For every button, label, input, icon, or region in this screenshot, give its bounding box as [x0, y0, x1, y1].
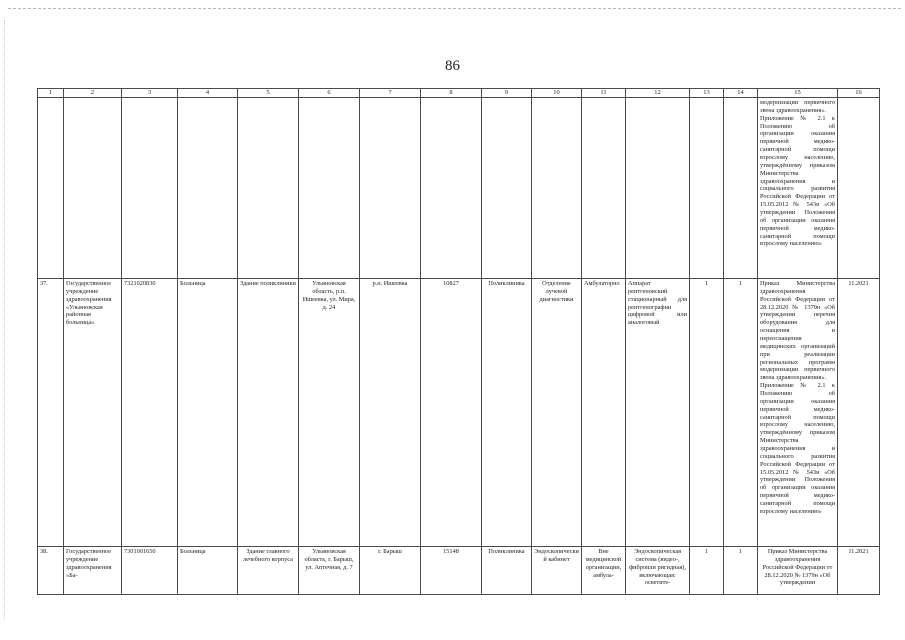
equipment-table	[37, 88, 880, 595]
legal-basis: Приказ Министерства здравоохранения Российской Федерации от 28.12.2020 № 1379н «Об утверждении перечня оборудования для оснащения и переоснащения медицинских организаций при реализации региональных программ модернизации первичного звена здравоохранения». Приложение № 2.1 к Положению об организации оказания первичной медико-санитарной помощи взрослому населению, утверждённому приказом Министерства здравоохранения и социального развития Российской Федерации от 15.05.2012 № 543н «Об утверждении Положения об организации оказания первичной медико-санитарной помощи взрослому населению»	[758, 279, 838, 547]
organization-name: Государственное учреждение здравоохранения «Ульяновская районная больница»	[64, 279, 122, 547]
locality: г. Барыш	[360, 547, 421, 595]
equipment-name: Аппарат рентгеновский стационарный для рентгенографии цифровой или аналоговый	[626, 279, 690, 547]
continuation-row	[38, 98, 880, 279]
top-scan-rule	[8, 8, 901, 9]
population: 10827	[421, 279, 482, 547]
table-row	[38, 279, 880, 547]
facility-type: Поликлиника	[482, 279, 532, 547]
care-conditions: Вне медицинской организации, амбула-	[582, 547, 626, 595]
column-number: 16	[838, 89, 880, 98]
column-number: 12	[626, 89, 690, 98]
address: Ульяновская область, р.п. Ишеевка, ул. Мира, д. 24	[299, 279, 360, 547]
column-number: 8	[421, 89, 482, 98]
row-number: 37.	[38, 279, 64, 547]
organization-code: 7321020830	[122, 279, 178, 547]
equipment-name: Эндоскопическая система (видео-, фиброили ригидная), включающая: осветите-	[626, 547, 690, 595]
column-number: 1	[38, 89, 64, 98]
address: Ульяновская область, г. Барыш, ул. Аптечная, д. 7	[299, 547, 360, 595]
organization-code: 7301001650	[122, 547, 178, 595]
column-number: 11	[582, 89, 626, 98]
organization-type: Больница	[178, 279, 238, 547]
column-number: 9	[482, 89, 532, 98]
left-scan-edge	[4, 20, 5, 620]
quantity-planned: 1	[724, 547, 758, 595]
delivery-date: 11.2021	[838, 547, 880, 595]
quantity-planned: 1	[724, 279, 758, 547]
quantity-required: 1	[690, 547, 724, 595]
building-name: Здание главного лечебного корпуса	[238, 547, 299, 595]
organization-name: Государственное учреждение здравоохранения «Ба-	[64, 547, 122, 595]
column-number: 14	[724, 89, 758, 98]
facility-type: Поликлиника	[482, 547, 532, 595]
building-name: Здание поликлиники	[238, 279, 299, 547]
legal-basis: Приказ Министерства здравоохранения Российской Федерации от 28.12.2020 № 1379н «Об утверждении	[758, 547, 838, 595]
column-number: 4	[178, 89, 238, 98]
continuation-basis-text: модернизации первичного звена здравоохранения». Приложение № 2.1 к Положению об организации оказания первичной медико-санитарной помощи взрослому населению, утверждённому приказом Министерства здравоохранения и социального развития Российской Федерации от 15.05.2012 № 543н «Об утверждении Положения об организации оказания первичной медико-санитарной помощи взрослому населению»	[758, 98, 838, 279]
column-number-row	[38, 89, 880, 98]
column-number: 15	[758, 89, 838, 98]
quantity-required: 1	[690, 279, 724, 547]
column-number: 10	[532, 89, 582, 98]
column-number: 6	[299, 89, 360, 98]
column-number: 5	[238, 89, 299, 98]
organization-type: Больница	[178, 547, 238, 595]
department: Эндоскопический кабинет	[532, 547, 582, 595]
population: 15148	[421, 547, 482, 595]
table-row	[38, 547, 880, 595]
department: Отделение лучевой диагностики	[532, 279, 582, 547]
delivery-date: 11.2021	[838, 279, 880, 547]
locality: р.п. Ишеевка	[360, 279, 421, 547]
care-conditions: Амбулаторно	[582, 279, 626, 547]
column-number: 3	[122, 89, 178, 98]
row-number: 38.	[38, 547, 64, 595]
column-number: 2	[64, 89, 122, 98]
page-number: 86	[445, 58, 460, 74]
column-number: 7	[360, 89, 421, 98]
column-number: 13	[690, 89, 724, 98]
